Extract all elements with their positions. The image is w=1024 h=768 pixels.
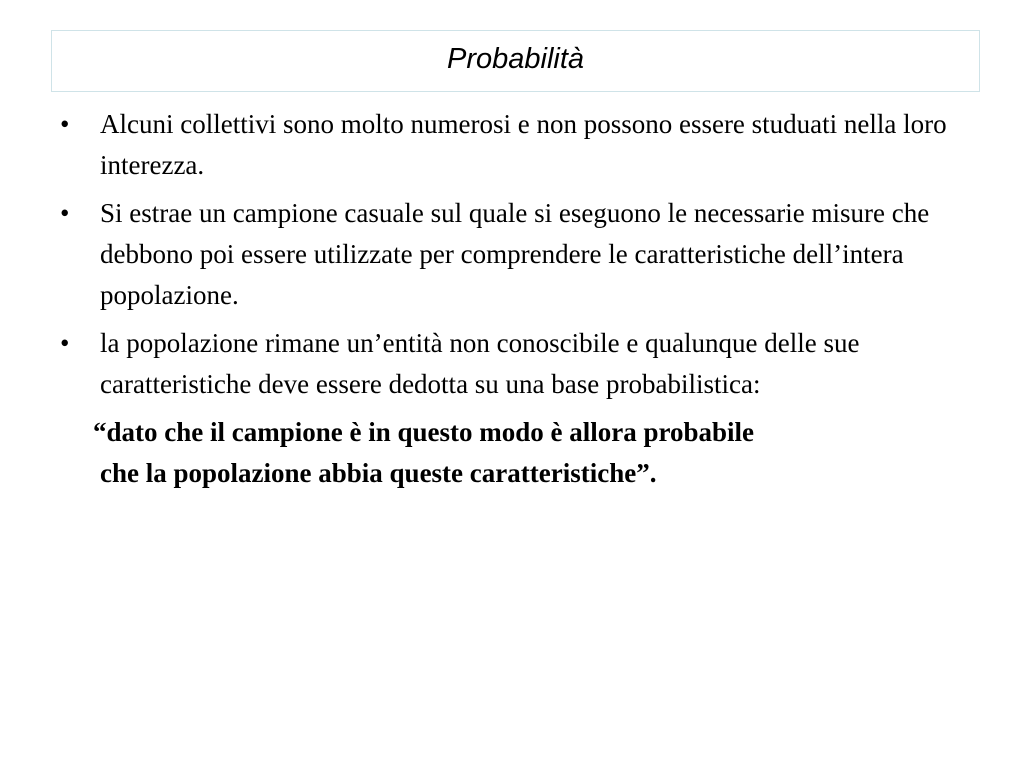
bullet-item <box>60 193 960 316</box>
quote-line-1: “dato che il campione è in questo modo è allora probabile <box>93 417 755 447</box>
bullet-list <box>60 104 960 405</box>
bullet-item <box>60 323 960 405</box>
quote-block <box>60 412 960 494</box>
bullet-icon: • <box>60 109 70 139</box>
slide-title: Probabilità <box>446 42 585 75</box>
title-box <box>51 30 980 92</box>
quote-line-2: che la popolazione abbia queste caratteristiche”. <box>100 458 657 488</box>
slide-body <box>60 104 960 494</box>
bullet-text: Si estrae un campione casuale sul quale si eseguono le necessarie misure che debbono poi essere utilizzate per comprendere le caratteristiche dell’intera popolazione. <box>100 198 930 310</box>
bullet-item <box>60 104 960 186</box>
bullet-text: Alcuni collettivi sono molto numerosi e non possono essere studuati nella loro interezza. <box>100 109 947 180</box>
bullet-text: la popolazione rimane un’entità non conoscibile e qualunque delle sue caratteristiche deve essere dedotta su una base probabilistica: <box>100 328 860 399</box>
bullet-icon: • <box>60 198 70 228</box>
bullet-icon: • <box>60 328 70 358</box>
